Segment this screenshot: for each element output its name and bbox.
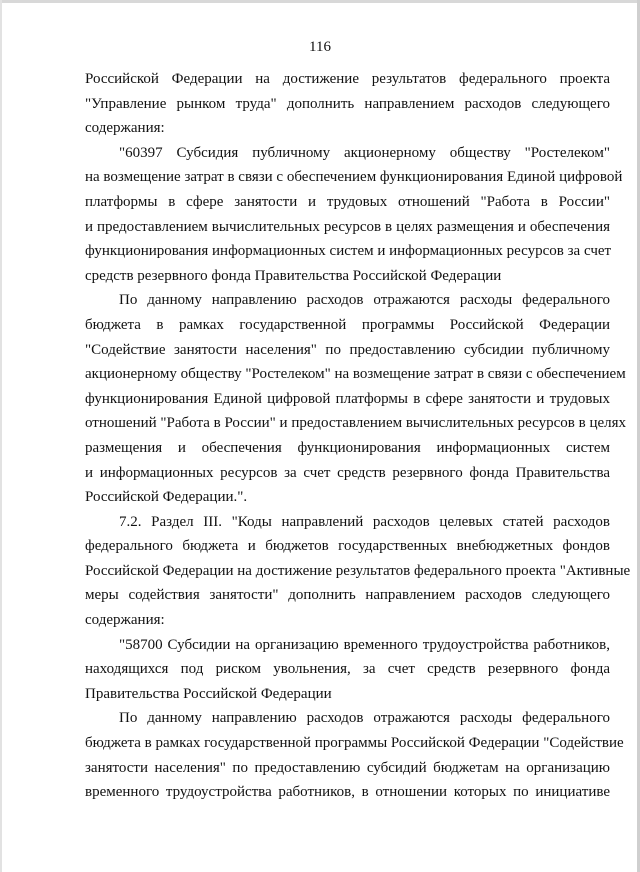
paragraph <box>85 288 627 509</box>
paragraph <box>85 633 610 707</box>
text-line: временного трудоустройства работников, в отношении которых по инициативе <box>85 784 610 801</box>
text-line: Российской Федерации на достижение результатов федерального проекта "Активные <box>85 562 631 579</box>
text-line: 7.2. Раздел III. "Коды направлений расходов целевых статей расходов <box>119 513 610 530</box>
text-line: "Управление рынком труда" дополнить направлением расходов следующего <box>85 95 610 112</box>
text-line: находящихся под риском увольнения, за счет средств резервного фонда <box>85 661 610 678</box>
text-line: и информационных ресурсов за счет средств резервного фонда Правительства <box>85 464 610 481</box>
text-line: размещения и обеспечения функционирования информационных систем <box>85 439 610 456</box>
text-line: "58700 Субсидии на организацию временного трудоустройства работников, <box>119 636 610 653</box>
text-line: Российской Федерации на достижение результатов федерального проекта <box>85 71 610 87</box>
paragraph <box>85 67 610 141</box>
text-line: платформы в сфере занятости и трудовых отношений "Работа в России" <box>85 193 610 210</box>
text-line: на возмещение затрат в связи с обеспечением функционирования Единой цифровой <box>85 169 623 186</box>
paragraph <box>85 141 623 289</box>
text-line: бюджета в рамках государственной программы Российской Федерации <box>85 316 610 333</box>
text-line: Российской Федерации.". <box>85 489 248 506</box>
text-line: акционерному обществу "Ростелеком" на возмещение затрат в связи с обеспечением <box>85 366 626 383</box>
page-number: 116 <box>309 39 331 55</box>
text-line: По данному направлению расходов отражаются расходы федерального <box>119 710 610 727</box>
text-line: средств резервного фонда Правительства Российской Федерации <box>85 267 502 284</box>
text-line: и предоставлением вычислительных ресурсов в целях размещения и обеспечения <box>85 218 610 235</box>
text-line: "60397 Субсидия публичному акционерному обществу "Ростелеком" <box>119 144 610 161</box>
text-line: По данному направлению расходов отражаются расходы федерального <box>119 292 610 309</box>
text-line: содержания: <box>85 120 165 137</box>
text-line: функционирования информационных систем и информационных ресурсов за счет <box>85 243 612 260</box>
text-line: бюджета в рамках государственной программы Российской Федерации "Содействие <box>85 735 624 752</box>
scan-edge-top <box>0 0 640 3</box>
text-line: содержания: <box>85 612 165 629</box>
text-line: Правительства Российской Федерации <box>85 685 332 702</box>
paragraph <box>85 510 631 633</box>
scan-edge-left <box>0 0 2 872</box>
document-body <box>85 67 631 805</box>
text-line: занятости населения" по предоставлению субсидий бюджетам на организацию <box>85 759 610 776</box>
text-line: меры содействия занятости" дополнить направлением расходов следующего <box>85 587 610 604</box>
text-line: федерального бюджета и бюджетов государственных внебюджетных фондов <box>85 538 610 555</box>
paragraph <box>85 706 624 804</box>
text-line: функционирования Единой цифровой платформы в сфере занятости и трудовых <box>85 390 610 407</box>
text-line: "Содействие занятости населения" по предоставлению субсидии публичному <box>85 341 610 358</box>
text-line: отношений "Работа в России" и предоставлением вычислительных ресурсов в целях <box>85 415 627 432</box>
